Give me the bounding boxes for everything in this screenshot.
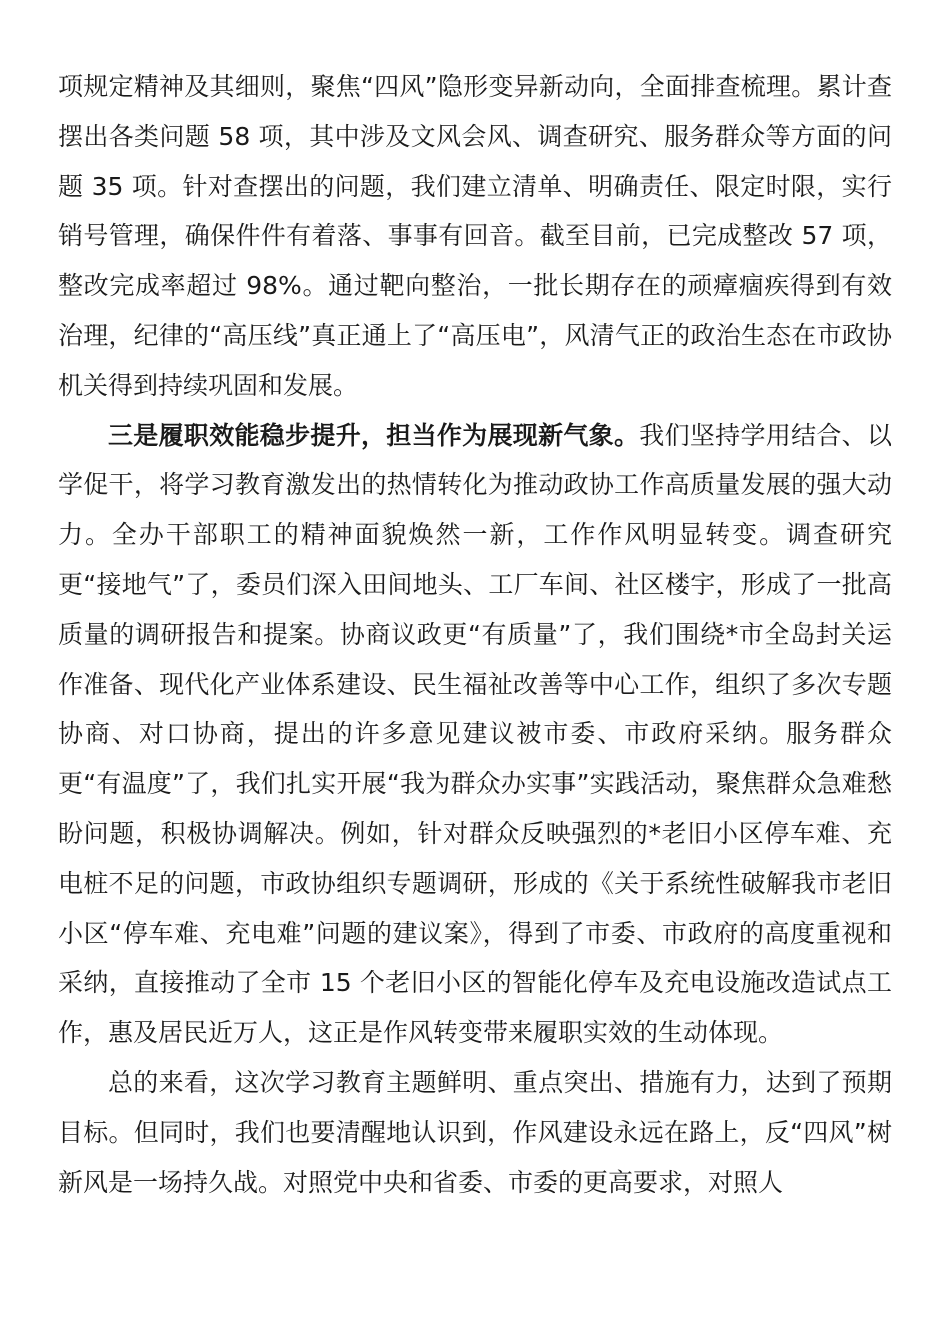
paragraph-point-three <box>58 411 892 1058</box>
paragraph-text: 我们坚持学用结合、以学促干，将学习教育激发出的热情转化为推动政协工作高质量发展的强大动力。全办干部职工的精神面貌焕然一新，工作作风明显转变。调查研究更“接地气”了，委员们深入田间地头、工厂车间、社区楼宇，形成了一批高质量的调研报告和提案。协商议政更“有质量”了，我们围绕*市全岛封关运作准备、现代化产业体系建设、民生福祉改善等中心工作，组织了多次专题协商、对口协商，提出的许多意见建议被市委、市政府采纳。服务群众更“有温度”了，我们扎实开展“我为群众办实事”实践活动，聚焦群众急难愁盼问题，积极协调解决。例如，针对群众反映强烈的*老旧小区停车难、充电桩不足的问题，市政协组织专题调研，形成的《关于系统性破解我市老旧小区“停车难、充电难”问题的建议案》，得到了市委、市政府的高度重视和采纳，直接推动了全市 15 个老旧小区的智能化停车及充电设施改造试点工作，惠及居民近万人，这正是作风转变带来履职实效的生动体现。 <box>58 420 892 1048</box>
paragraph-text: 项规定精神及其细则，聚焦“四风”隐形变异新动向，全面排查梳理。累计查摆出各类问题 58 项，其中涉及文风会风、调查研究、服务群众等方面的问题 35 项。针对查摆出的问题，我们建立清单、明确责任、限定时限，实行销号管理，确保件件有着落、事事有回音。截至目前，已完成整改 57 项，整改完成率超过 98%。通过靶向整治，一批长期存在的顽瘴痼疾得到有效治理，纪律的“高压线”真正通上了“高压电”，风清气正的政治生态在市政协机关得到持续巩固和发展。 <box>58 72 892 400</box>
paragraph-text: 总的来看，这次学习教育主题鲜明、重点突出、措施有力，达到了预期目标。但同时，我们也要清醒地认识到，作风建设永远在路上，反“四风”树新风是一场持久战。对照党中央和省委、市委的更高要求，对照人 <box>58 1067 892 1197</box>
paragraph-summary <box>58 1058 892 1207</box>
paragraph-lead-heading: 三是履职效能稳步提升，担当作为展现新气象。 <box>108 420 640 450</box>
document-page <box>58 62 892 1207</box>
paragraph-continuation <box>58 62 892 411</box>
